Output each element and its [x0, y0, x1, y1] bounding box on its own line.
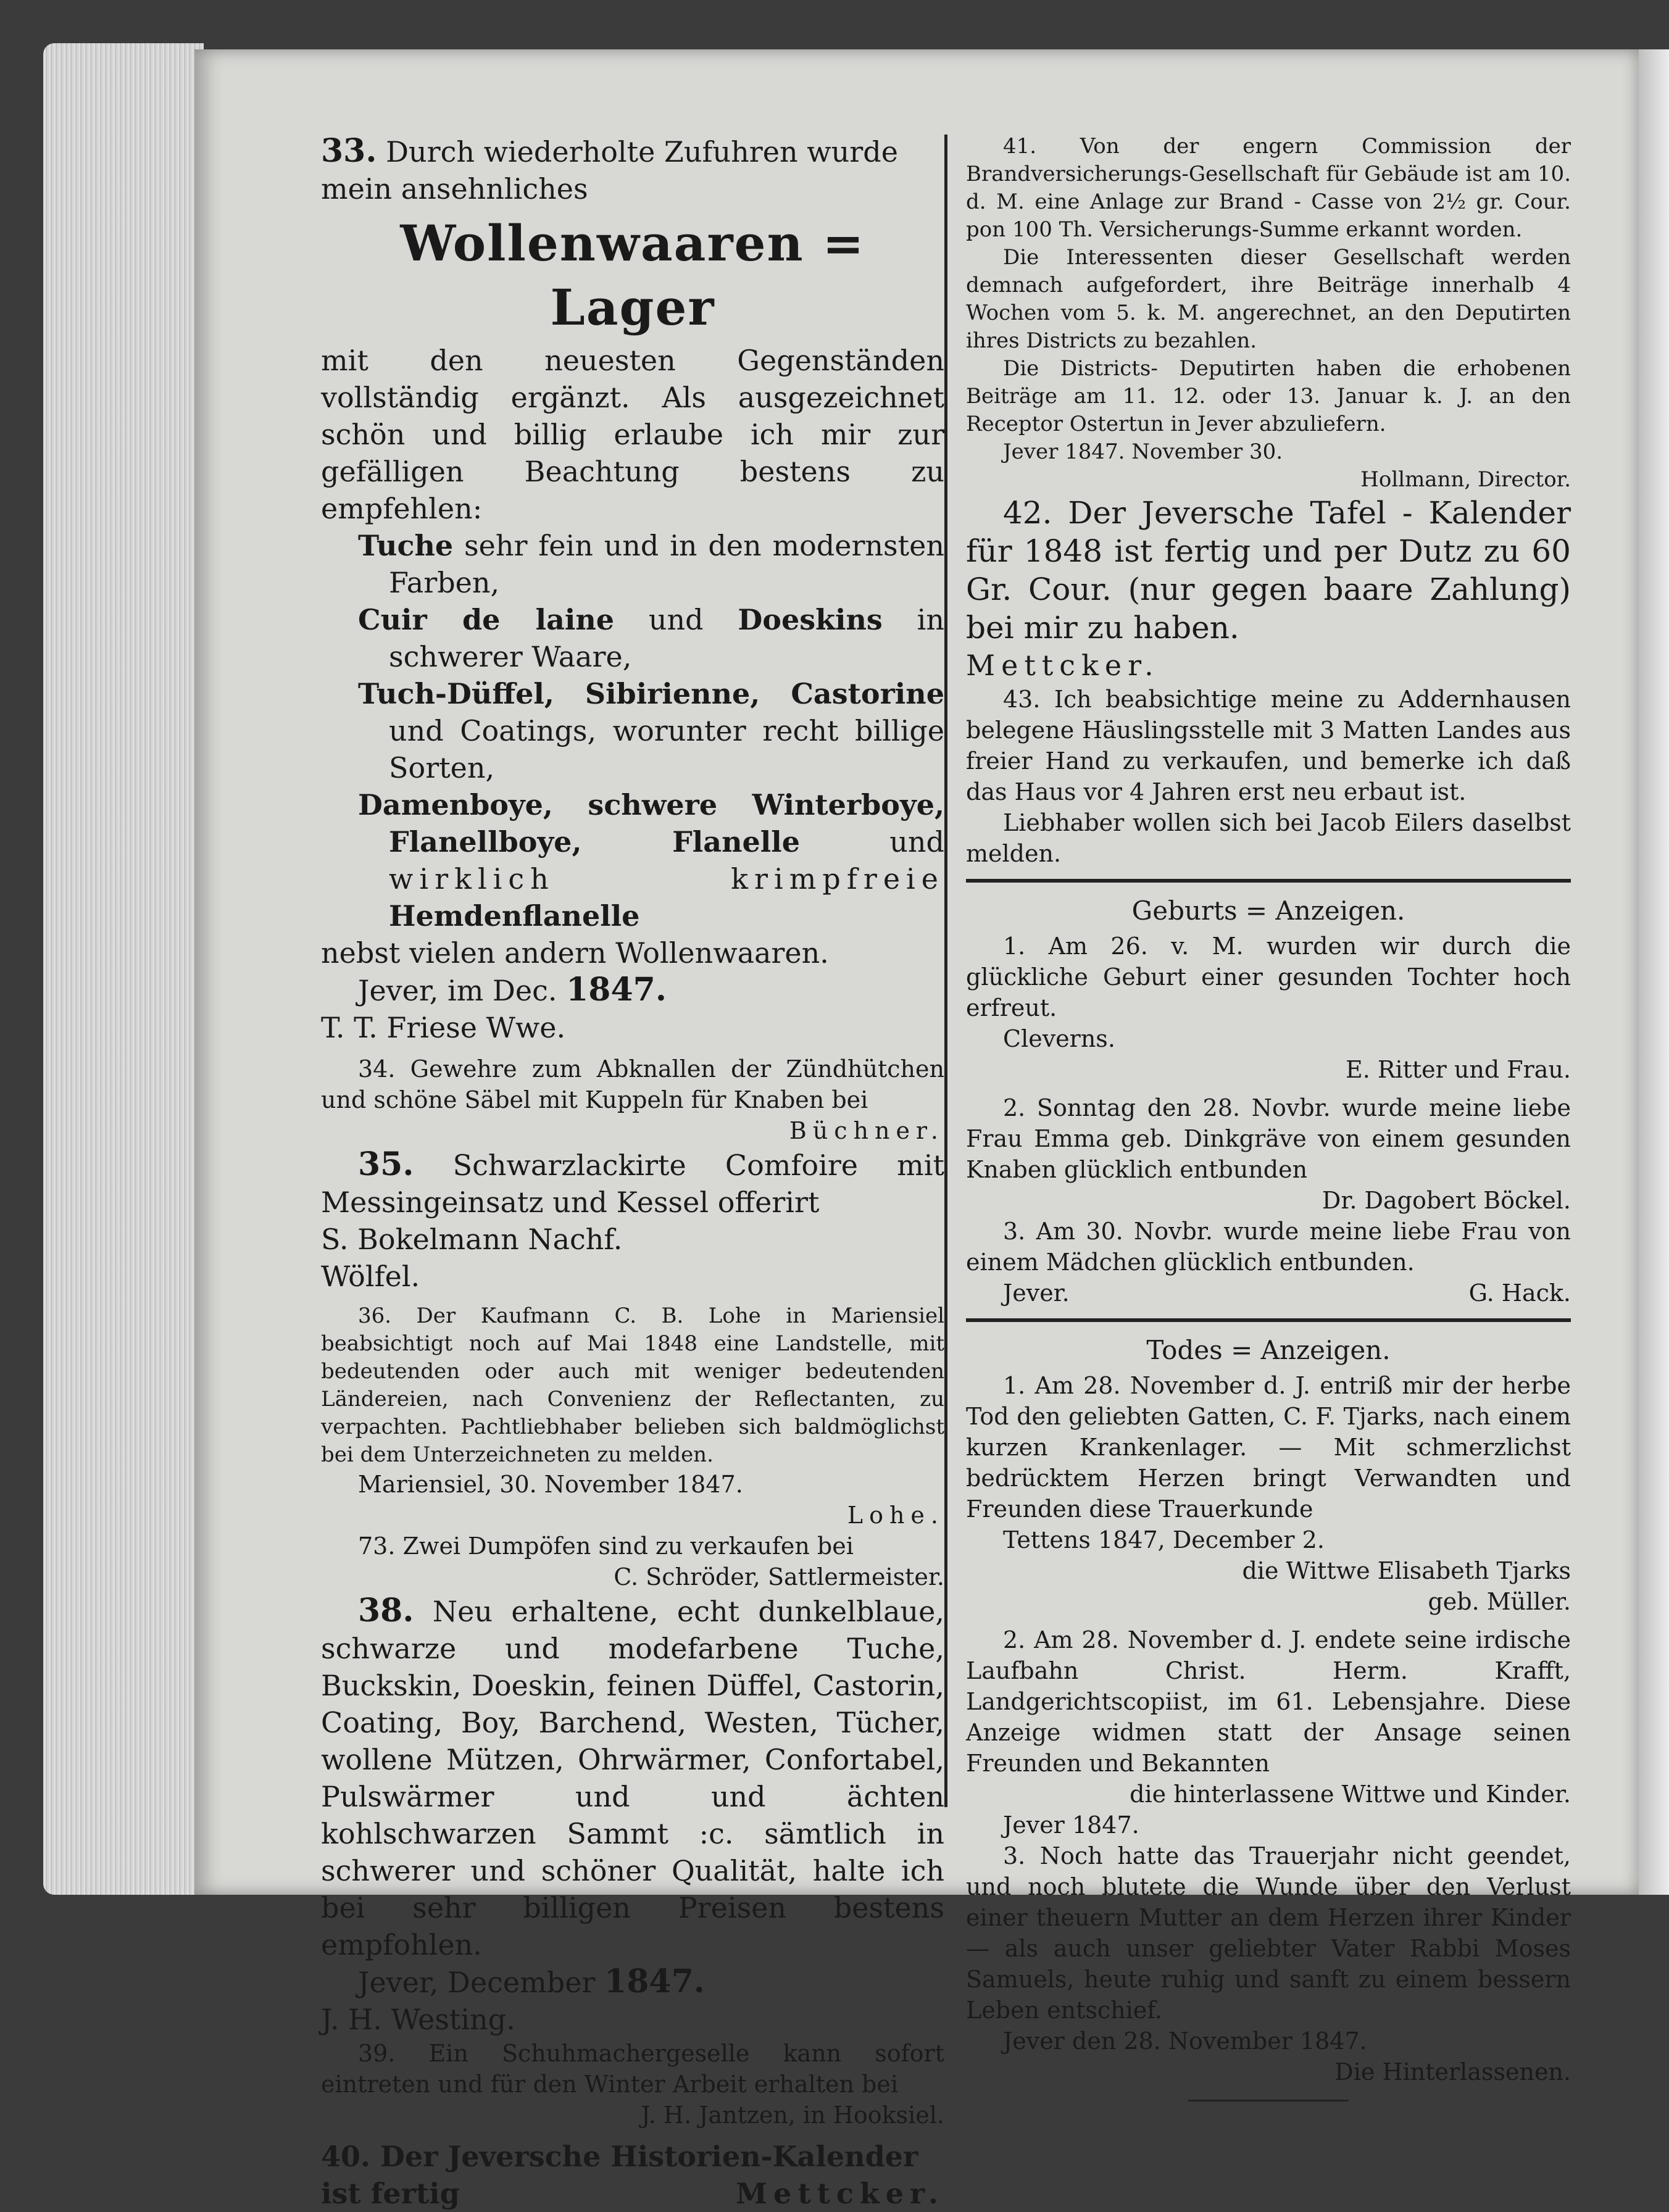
item-name: Doeskins — [738, 603, 883, 636]
notice-text: 2. Am 28. November d. J. endete seine irdische Laufbahn Christ. Herm. Krafft, Landgerichtscopiist, im 61. Lebensjahre. Diese Anzeige widmen statt der Ansage seinen Freunden und Bekannten — [966, 1626, 1571, 1777]
ad-signature: Büchner. — [789, 1117, 944, 1144]
ad-text: 73. Zwei Dumpöfen sind zu verkaufen bei — [358, 1532, 854, 1560]
ad-date: Mariensiel, 30. November 1847. — [358, 1471, 743, 1498]
ad-date: Jever, December 1847. — [358, 1963, 705, 2000]
notice-date: Jever den 28. November 1847. — [1003, 2027, 1367, 2055]
notice-place: Cleverns. — [1003, 1025, 1115, 1052]
ad-34 — [321, 1054, 944, 1146]
ad-39 — [321, 2038, 944, 2131]
ad-body: mit den neuesten Gegenständen vollständig ergänzt. Als ausgezeichnet schön und billig erlaube ich mir zur gefälligen Beachtung bestens zu empfehlen: — [321, 344, 944, 525]
ad-signature: S. Bokelmann Nachf. — [321, 1223, 623, 1256]
ad-tail: nebst vielen andern Wollenwaaren. — [321, 936, 829, 970]
right-column — [966, 133, 1571, 2102]
item-text: wirklich krimpfreie — [389, 862, 944, 896]
ad-43 — [966, 684, 1571, 869]
ad-signature: Hollmann, Director. — [1360, 467, 1571, 492]
ad-42 — [966, 494, 1571, 684]
ad-36 — [321, 1302, 944, 1531]
item-name: Damenboye, schwere Winterboye, Flanellboye, Flanelle — [358, 788, 944, 859]
ad-38 — [321, 1592, 944, 2038]
notice-signature: Dr. Dagobert Böckel. — [1321, 1187, 1571, 1214]
section-heading: Todes = Anzeigen. — [1146, 1335, 1391, 1365]
ad-signature: C. Schröder, Sattlermeister. — [614, 1563, 944, 1590]
ad-date: Jever 1847. November 30. — [1003, 439, 1283, 464]
ad-73 — [321, 1531, 944, 1592]
notice-signature: die hinterlassene Wittwe und Kinder. — [1130, 1781, 1571, 1808]
book-page-edges — [43, 43, 204, 1895]
ad-41 — [966, 133, 1571, 494]
notice-signature: Die Hinterlassenen. — [1334, 2058, 1571, 2085]
notice-signature: E. Ritter und Frau. — [1345, 1056, 1571, 1083]
ad-headline: Wollenwaaren = Lager — [400, 214, 865, 336]
item-text: und Coatings, worunter recht billige Sorten, — [389, 714, 944, 784]
ad-text: 39. Ein Schuhmachergeselle kann sofort eintreten und für den Winter Arbeit erhalten bei — [321, 2040, 944, 2098]
ad-35 — [321, 1146, 944, 1295]
ad-40 — [321, 2138, 944, 2212]
notice-text: 3. Noch hatte das Trauerjahr nicht geendet, und noch blutete die Wunde über den Verlust einer theuern Mutter an dem Herzen ihrer Kinder — als auch unser geliebter Vater Rabbi Moses Samuels, heute ruhig und sanft zu einem bessern Leben entschief. — [966, 1842, 1571, 2024]
end-rule — [1188, 2100, 1349, 2102]
ad-number: 33. — [321, 132, 377, 170]
ad-text: 36. Der Kaufmann C. B. Lohe in Mariensiel beabsichtigt noch auf Mai 1848 eine Landstelle, mit bedeutenden oder auch mit weniger bedeutenden Ländereien, nach Convenienz der Reflectanten, zu verpachten. Pachtliebhaber belieben sich baldmöglichst bei dem Unterzeichneten zu melden. — [321, 1304, 944, 1467]
ad-number: 38. — [358, 1592, 414, 1629]
notice-signature: die Wittwe Elisabeth Tjarks — [1242, 1557, 1571, 1584]
notice-place: Jever. G. Hack. — [1003, 1279, 1571, 1307]
ad-text: Durch wiederholte Zufuhren wurde — [386, 135, 898, 168]
ad-signature: Wölfel. — [321, 1260, 420, 1293]
item-text: in schwerer Waare, — [389, 603, 944, 673]
notice-text: 1. Am 28. November d. J. entriß mir der herbe Tod den geliebten Gatten, C. F. Tjarks, nach einem kurzen Krankenlager. — Mit schmerzlichst bedrücktem Herzen bringt Verwandten und Freunden diese Trauerkunde — [966, 1372, 1571, 1523]
ad-text: 42. Der Jeversche Tafel - Kalender für 1848 ist fertig und per Dutz zu 60 Gr. Cour. (nur gegen baare Zahlung) bei mir zu haben. — [966, 495, 1571, 646]
item-text: sehr fein und in den modernsten Farben, — [389, 529, 944, 599]
notice-text: 1. Am 26. v. M. wurden wir durch die glückliche Geburt einer gesunden Tochter hoch erfreut. — [966, 933, 1571, 1021]
ad-33 — [321, 133, 944, 1046]
item-text: und — [889, 825, 944, 859]
ad-signature: J. H. Jantzen, in Hooksiel. — [641, 2102, 944, 2129]
notice-text: 2. Sonntag den 28. Novbr. wurde meine liebe Frau Emma geb. Dinkgräve von einem gesunden Knaben glücklich entbunden — [966, 1094, 1571, 1183]
notice-signature: geb. Müller. — [1428, 1588, 1571, 1615]
left-column — [321, 133, 944, 2212]
ad-text: Die Districts- Deputirten haben die erhobenen Beiträge am 11. 12. oder 13. Januar k. J. an den Receptor Ostertun in Jever abzuliefern. — [966, 356, 1571, 436]
ad-number: 35. — [358, 1146, 414, 1183]
ad-text: Neu erhaltene, echt dunkelblaue, schwarze und modefarbene Tuche, Buckskin, Doeskin, feinen Düffel, Castorin, Coating, Boy, Barchend, Westen, Tücher, wollene Mützen, Ohrwärmer, Confortabel, Pulswärmer und und ächten kohlschwarzen Sammt :c. sämtlich in schwerer und schöner Qualität, halte ich bei sehr billigen Preisen bestens empfohlen. — [321, 1595, 944, 1961]
ad-signature: J. H. Westing. — [321, 2003, 515, 2036]
ad-signature: T. T. Friese Wwe. — [321, 1011, 566, 1044]
section-rule — [966, 879, 1571, 883]
notice-date: Jever 1847. — [1003, 1811, 1139, 1839]
section-rule — [966, 1318, 1571, 1322]
deaths-section — [966, 1333, 1571, 2102]
births-section — [966, 894, 1571, 1308]
ad-date: Jever, im Dec. 1847. — [358, 971, 667, 1008]
item-name: Tuch-Düffel, Sibirienne, Castorine — [358, 677, 944, 710]
notice-date: Tettens 1847, December 2. — [1003, 1526, 1325, 1553]
column-divider — [944, 135, 947, 1807]
ad-text: ist fertig Mettcker. — [321, 2177, 944, 2210]
notice-text: 3. Am 30. Novbr. wurde meine liebe Frau von einem Mädchen glücklich entbunden. — [966, 1218, 1571, 1276]
ad-text: 34. Gewehre zum Abknallen der Zündhütchen und schöne Säbel mit Kuppeln für Knaben bei — [321, 1055, 944, 1113]
item-text: und — [648, 603, 704, 636]
ad-text: 41. Von der engern Commission der Brandversicherungs-Gesellschaft für Gebäude ist am 10. d. M. eine Anlage zur Brand - Casse von 2½ gr. Cour. pon 100 Th. Versicherungs-Summe erkannt worden. — [966, 134, 1571, 242]
ad-text: Die Interessenten dieser Gesellschaft werden demnach aufgefordert, ihre Beiträge innerhalb 4 Wochen vom 5. k. M. angerechnet, an den Deputirten ihres Districts zu bezahlen. — [966, 245, 1571, 353]
facing-page-edge — [1639, 49, 1669, 1895]
section-heading: Geburts = Anzeigen. — [1131, 896, 1405, 926]
item-name: Tuche — [358, 529, 454, 562]
ad-signature: Mettcker. — [966, 649, 1160, 682]
ad-text: Liebhaber wollen sich bei Jacob Eilers daselbst melden. — [966, 809, 1571, 867]
ad-text: 40. Der Jeversche Historien-Kalender — [321, 2140, 918, 2173]
item-name: Cuir de laine — [358, 603, 615, 636]
ad-text: Schwarzlackirte Comfoire mit Messingeinsatz und Kessel offerirt — [321, 1149, 944, 1219]
ad-text: 43. Ich beabsichtige meine zu Addernhausen belegene Häuslingsstelle mit 3 Matten Landes aus freier Hand zu verkaufen, und bemerke ich daß das Haus vor 4 Jahren erst neu erbaut ist. — [966, 686, 1571, 805]
ad-text: mein ansehnliches — [321, 172, 588, 206]
ad-signature: Lohe. — [847, 1502, 944, 1529]
item-name: Hemdenflanelle — [389, 899, 640, 933]
